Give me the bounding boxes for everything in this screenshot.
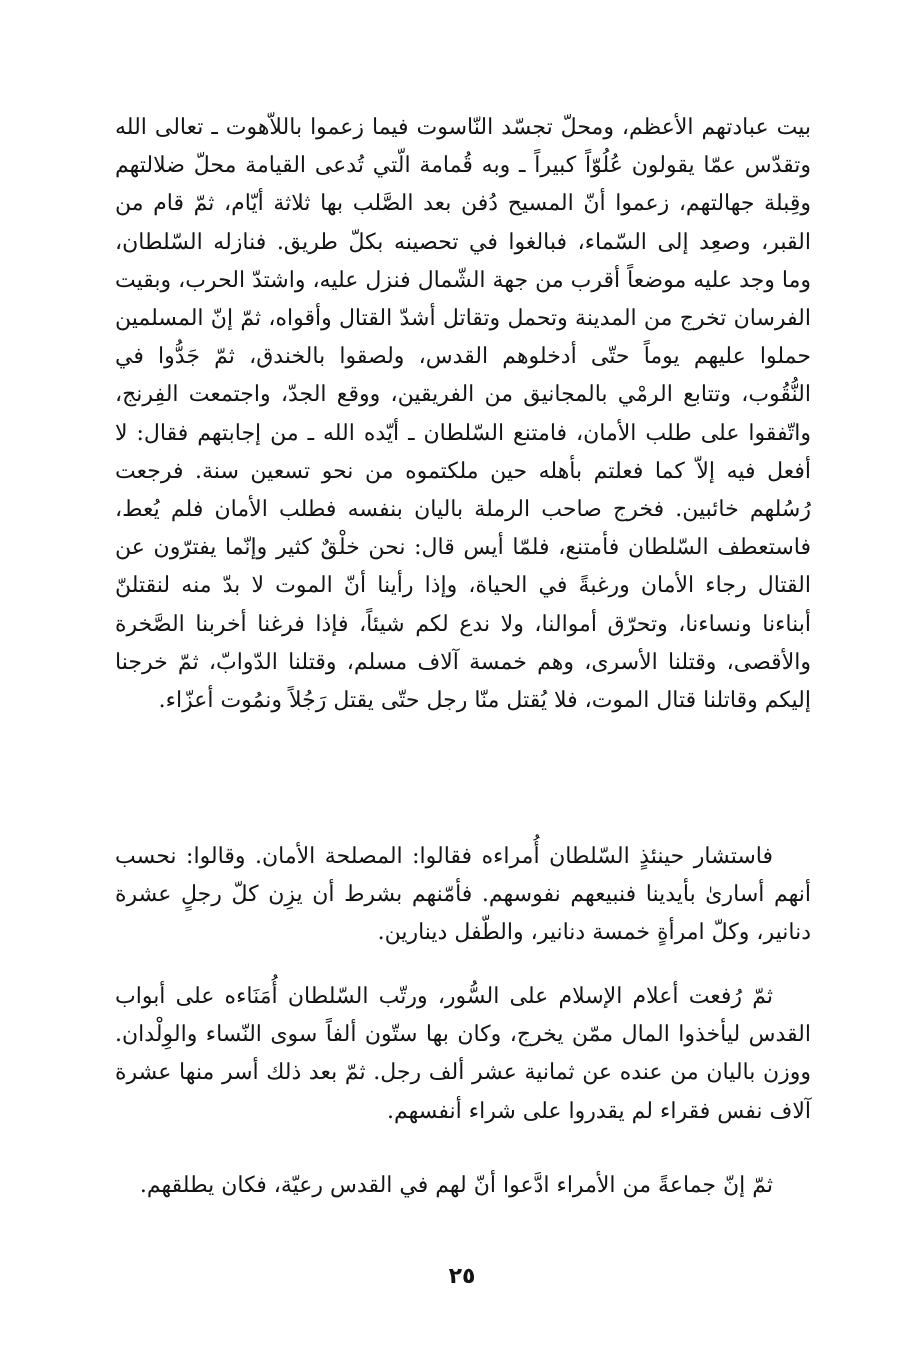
text-block-2 xyxy=(115,838,811,953)
page-number: ٢٥ xyxy=(448,1264,476,1289)
text-block-1 xyxy=(115,109,811,720)
text-block-3 xyxy=(115,978,811,1131)
text-block-4 xyxy=(115,1167,811,1205)
paragraph: فاستشار حينئذٍ السّلطان أُمراءه فقالوا: المصلحة الأمان. وقالوا: نحسب أنهم أسارىٰ بأيدينا فنبيعهم نفوسهم. فأمّنهم بشرط أن يزِن كلّ رجلٍ عشرة دنانير، وكلّ امرأةٍ خمسة دنانير، والطّفل دينارين. xyxy=(115,844,811,946)
paragraph: ثمّ إنّ جماعةً من الأمراء ادَّعوا أنّ لهم في القدس رعيّة، فكان يطلقهم. xyxy=(139,1173,773,1198)
paragraph: بيت عبادتهم الأعظم، ومحلّ تجسّد النّاسوت فيما زعموا باللاّهوت ـ تعالى الله وتقدّس عمّا يقولون عُلُوّاً كبيراً ـ وبه قُمامة الّتي تُدعى القيامة محلّ ضلالتهم وقِبلة جهالتهم، زعموا أنّ المسيح دُفن بعد الصَّلب بها ثلاثة أيّام، ثمّ قام من القبر، وصعِد إلى السّماء، فبالغوا في تحصينه بكلّ طريق. فنازله السّلطان، وما وجد عليه موضعاً أقرب من جهة الشّمال فنزل عليه، واشتدّ الحرب، وبقيت الفرسان تخرج من المدينة وتحمل وتقاتل أشدّ القتال وأقواه، ثمّ إنّ المسلمين حملوا عليهم يوماً حتّى أدخلوهم القدس، ولصقوا بالخندق، ثمّ جَدُّوا في النُّقُوب، وتتابع الرمْي بالمجانيق من الفريقين، ووقع الجدّ، واجتمعت الفِرنج، واتّفقوا على طلب الأمان، فامتنع السّلطان ـ أيّده الله ـ من إجابتهم فقال: لا أفعل فيه إلاّ كما فعلتم بأهله حين ملكتموه من نحو تسعين سنة. فرجعت رُسُلهم خائبين. فخرج صاحب الرملة باليان بنفسه فطلب الأمان فلم يُعط، فاستعطف السّلطان فأمتنع، فلمّا أيس قال: نحن خلْقٌ كثير وإنّما يفترّون عن القتال رجاء الأمان ورغبةً في الحياة، وإذا رأينا أنّ الموت لا بدّ منه لنقتلنّ أبناءنا ونساءنا، وتحرّق أموالنا، ولا ندع لكم شيئاً، فإذا فرغنا أخربنا الصَّخرة والأقصى، وقتلنا الأسرى، وهم خمسة آلاف مسلم، وقتلنا الدّوابّ، ثمّ خرجنا إليكم وقاتلنا قتال الموت، فلا يُقتل منّا رجل حتّى يقتل رَجُلاً ونمُوت أعزّاء. xyxy=(115,115,811,714)
paragraph: ثمّ رُفعت أعلام الإسلام على السُّور، ورتّب السّلطان أُمَنَاءه على أبواب القدس ليأخذوا المال ممّن يخرج، وكان بها ستّون ألفاً سوى النّساء والوِلْدان. ووزن باليان من عنده عن ثمانية عشر ألف رجل. ثمّ بعد ذلك أسر منها عشرة آلاف نفس فقراء لم يقدروا على شراء أنفسهم. xyxy=(115,984,811,1124)
